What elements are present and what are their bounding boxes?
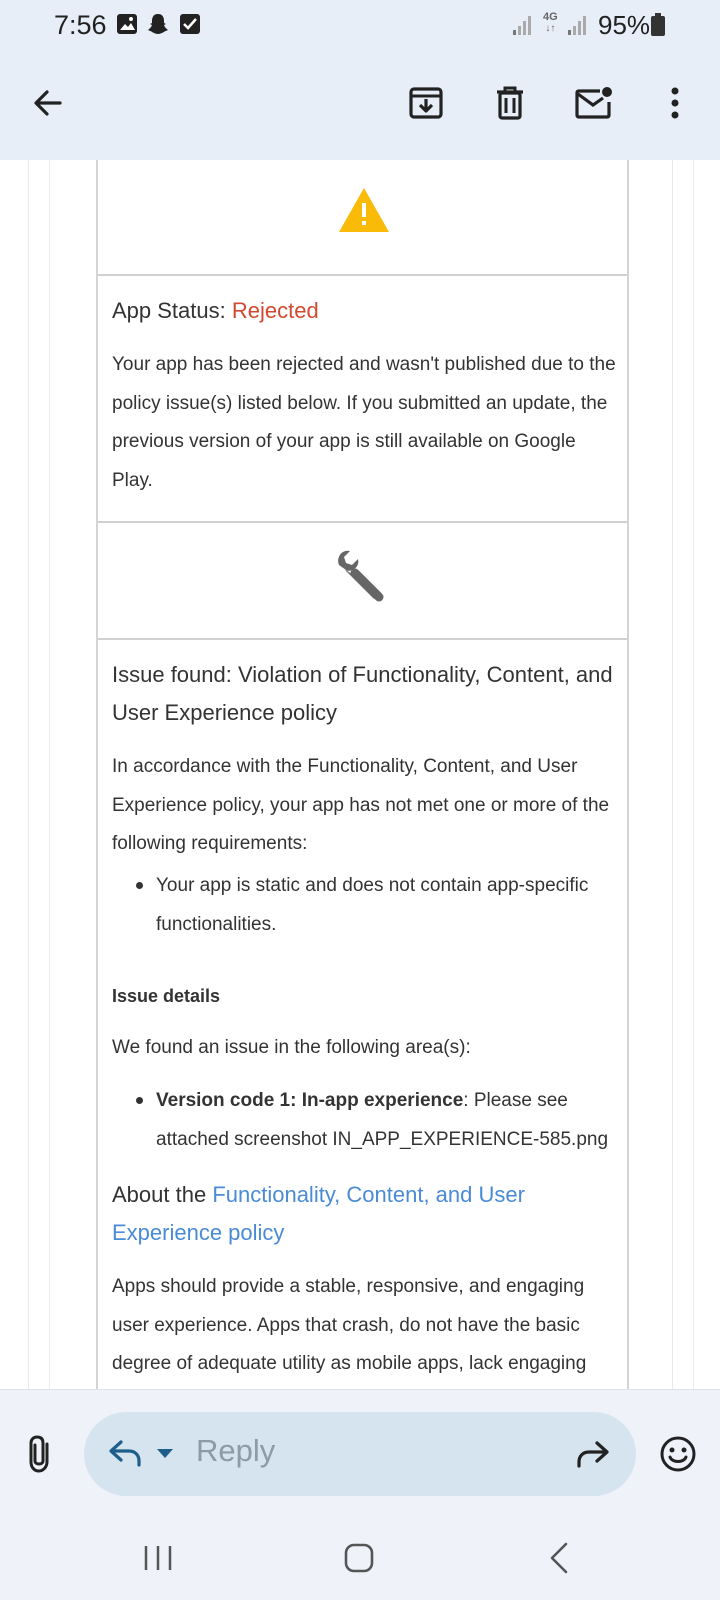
forward-icon[interactable] [576, 1439, 610, 1469]
issue-section [112, 656, 617, 864]
policy-link[interactable]: Functionality, Content, and User Experience policy [112, 1182, 525, 1245]
gallery-icon [116, 13, 138, 35]
more-options-button[interactable] [650, 78, 700, 128]
status-paragraph: Your app has been rejected and wasn't published due to the policy issue(s) listed below. If you submitted an update, the previous version of your app is still available on Google Play. [112, 354, 616, 491]
frame-line [693, 160, 694, 1389]
policy-notice-card [96, 160, 629, 1389]
bullet [136, 882, 143, 889]
delete-button[interactable] [485, 78, 535, 128]
warning-section [98, 160, 627, 274]
issue-title: Issue found: Violation of Functionality, Content, and User Experience policy [112, 662, 613, 725]
more-options-icon [669, 85, 681, 121]
signal-icon-2 [567, 14, 589, 36]
archive-button[interactable] [401, 78, 451, 128]
home-icon [343, 1542, 375, 1574]
archive-icon [408, 85, 444, 121]
signal-icon [512, 14, 534, 36]
chevron-left-icon [548, 1542, 570, 1574]
status-bar [0, 0, 720, 50]
battery-percent: 95% [598, 10, 651, 40]
battery-icon [650, 13, 666, 37]
list-item: Version code 1: In-app experience: Please see attached screenshot IN_APP_EXPERIENCE-585.png [156, 1090, 609, 1150]
issue-paragraph: In accordance with the Functionality, Content, and User Experience policy, your app has not met one or more of the following requirements: [112, 756, 610, 854]
list-item: Your app is static and does not contain app-specific functionalities. [156, 875, 589, 935]
details-intro: We found an issue in the following area(s): [112, 1037, 471, 1058]
wrench-section [98, 523, 627, 638]
divider [98, 274, 627, 276]
home-button[interactable] [343, 1542, 375, 1574]
divider [98, 638, 627, 640]
reply-placeholder: Reply [196, 1433, 276, 1468]
bullet [136, 1097, 143, 1104]
snapchat-icon [147, 13, 169, 35]
chevron-down-icon[interactable] [156, 1448, 174, 1460]
reply-icon[interactable] [108, 1438, 142, 1468]
attach-button[interactable] [24, 1434, 58, 1474]
paperclip-icon [24, 1434, 58, 1474]
email-body[interactable] [0, 160, 720, 1389]
network-type: 4G ↓↑ [543, 11, 558, 34]
mark-unread-button[interactable] [569, 78, 619, 128]
warning-icon [338, 187, 390, 233]
bottom-panel [0, 1389, 720, 1600]
back-button[interactable] [23, 78, 73, 128]
frame-line [49, 160, 50, 1389]
reply-input[interactable] [84, 1412, 636, 1496]
status-badge: Rejected [231, 298, 319, 323]
recents-icon [143, 1545, 173, 1571]
wrench-icon [333, 547, 389, 603]
recent-apps-button[interactable] [143, 1545, 173, 1571]
frame-line [672, 160, 673, 1389]
about-heading: About the Functionality, Content, and User Experience policy [112, 1182, 525, 1245]
mark-unread-icon [574, 85, 614, 121]
emoji-button[interactable] [658, 1434, 698, 1474]
app-status-section [112, 292, 617, 500]
issue-details-heading: Issue details [112, 986, 221, 1006]
frame-line [28, 160, 29, 1389]
about-paragraph: Apps should provide a stable, responsive, and engaging user experience. Apps that crash, do not have the basic degree of adequate utility as mobile apps, lack engaging [112, 1276, 587, 1374]
top-app-bar [0, 0, 720, 160]
system-back-button[interactable] [548, 1542, 570, 1574]
status-time: 7:56 [54, 10, 107, 40]
checkbox-icon [179, 13, 201, 35]
delete-icon [492, 85, 528, 121]
back-arrow-icon [30, 85, 66, 121]
app-status-heading: App Status: Rejected [112, 298, 319, 323]
emoji-icon [658, 1434, 698, 1474]
